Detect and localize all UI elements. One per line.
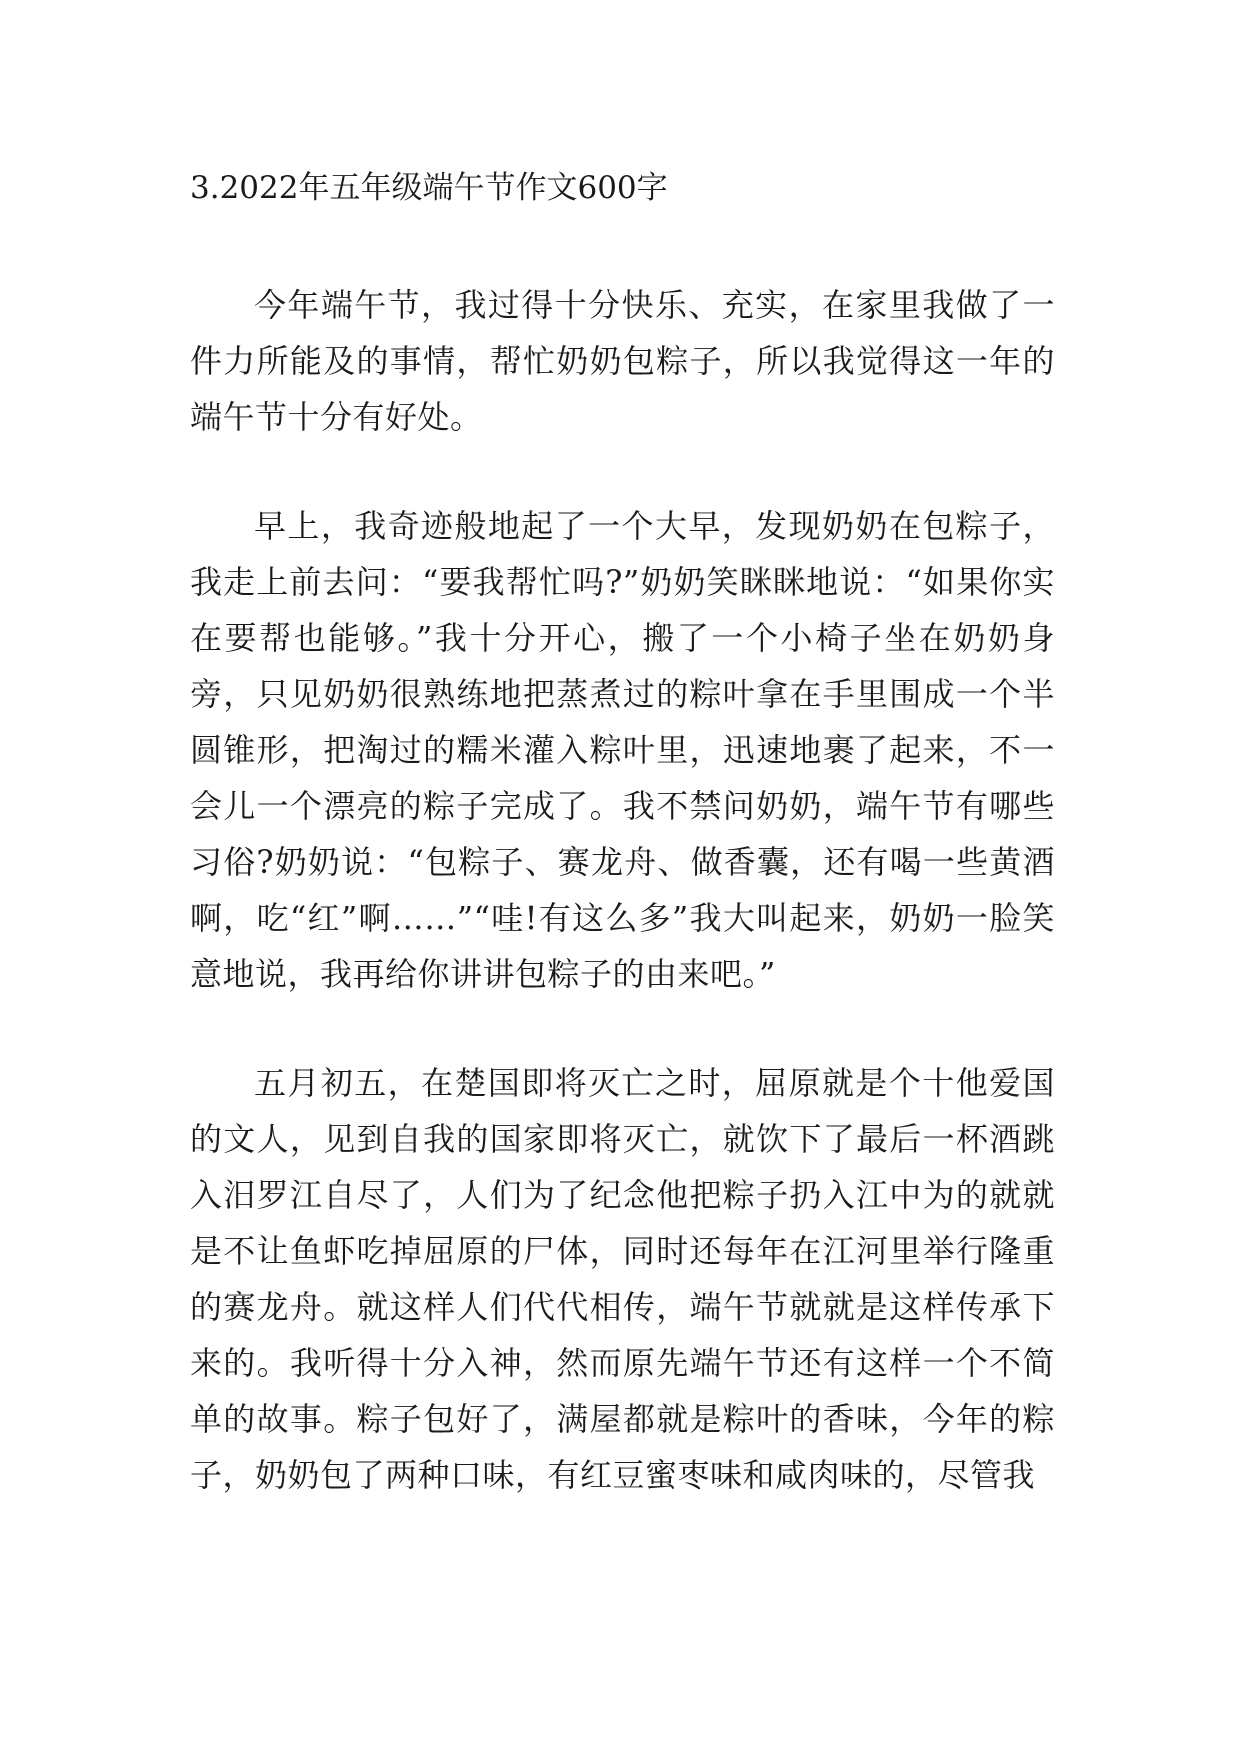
paragraph-1: 今年端午节，我过得十分快乐、充实，在家里我做了一件力所能及的事情，帮忙奶奶包粽子，所以我觉得这一年的端午节十分有好处。 <box>190 286 1055 436</box>
document-title: 3.2022年五年级端午节作文600字 <box>190 170 668 206</box>
paragraph-3: 五月初五，在楚国即将灭亡之时，屈原就是个十他爱国的文人，见到自我的国家即将灭亡，就饮下了最后一杯酒跳入汨罗江自尽了，人们为了纪念他把粽子扔入江中为的就就是不让鱼虾吃掉屈原的尸体，同时还每年在江河里举行隆重的赛龙舟。就这样人们代代相传，端午节就就是这样传承下来的。我听得十分入神，然而原先端午节还有这样一个不简单的故事。粽子包好了，满屋都就是粽叶的香味，今年的粽子，奶奶包了两种口味，有红豆蜜枣味和咸肉味的，尽管我 <box>190 1064 1055 1494</box>
paragraph-2: 早上，我奇迹般地起了一个大早，发现奶奶在包粽子，我走上前去问：“要我帮忙吗?”奶奶笑眯眯地说：“如果你实在要帮也能够。”我十分开心，搬了一个小椅子坐在奶奶身旁，只见奶奶很熟练地把蒸煮过的粽叶拿在手里围成一个半圆锥形，把淘过的糯米灌入粽叶里，迅速地裹了起来，不一会儿一个漂亮的粽子完成了。我不禁问奶奶，端午节有哪些习俗?奶奶说：“包粽子、赛龙舟、做香囊，还有喝一些黄酒啊，吃“红”啊……”“哇!有这么多”我大叫起来，奶奶一脸笑意地说，我再给你讲讲包粽子的由来吧。” <box>190 507 1055 993</box>
document-body <box>190 163 1055 1556</box>
